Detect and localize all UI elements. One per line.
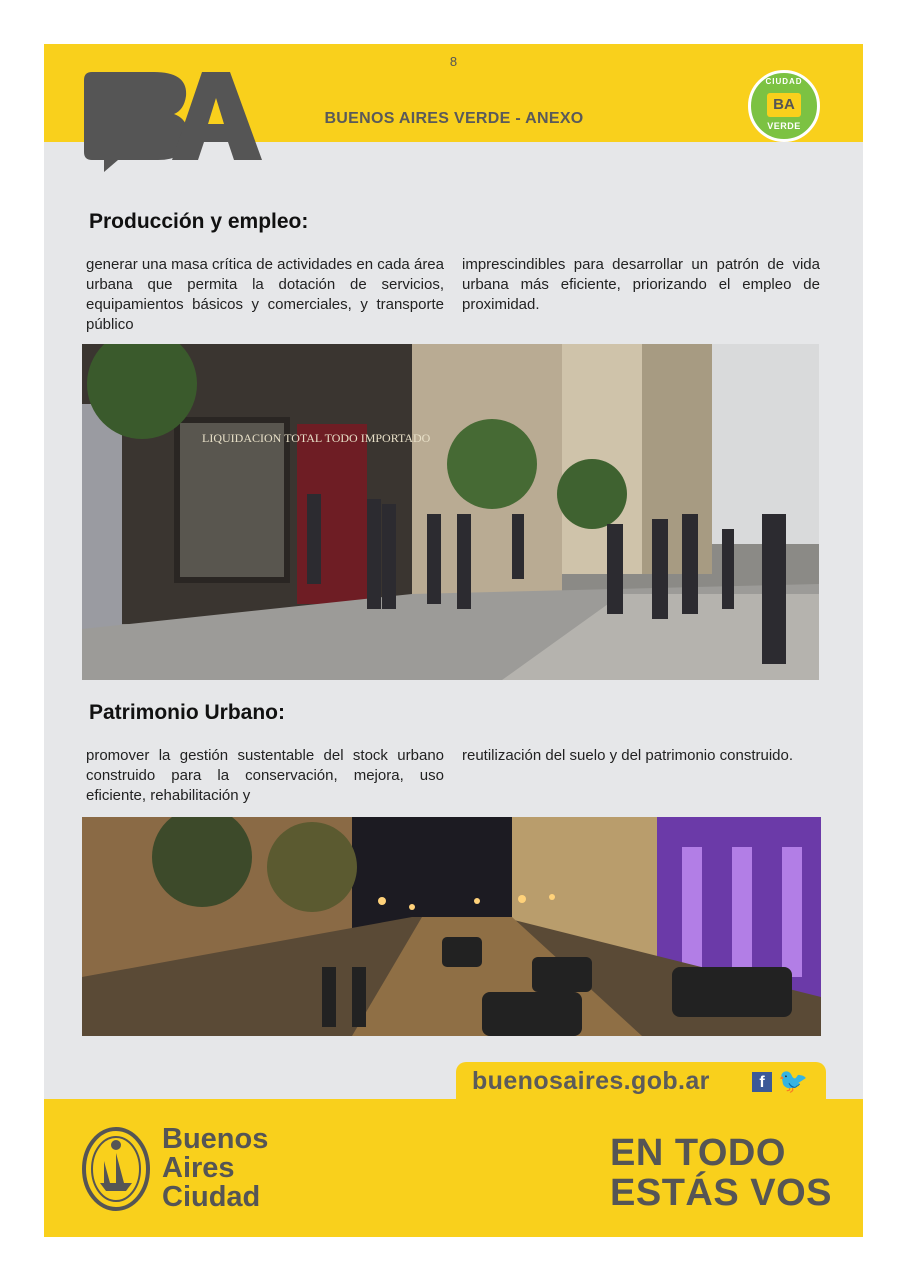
page-number: 8 — [449, 54, 458, 69]
city-name-line-3: Ciudad — [162, 1181, 261, 1213]
website-tab — [456, 1062, 826, 1102]
ciudad-verde-badge — [748, 70, 820, 142]
section-produccion-text-right: imprescindibles para desarrollar un patrón de vida urbana más eficiente, priorizando el empleo de proximidad. — [462, 256, 820, 313]
night-street-photo — [82, 817, 821, 1036]
badge-bottom-text: VERDE — [767, 121, 801, 131]
section-title-produccion: Producción y empleo: — [89, 210, 309, 233]
ba-logo — [84, 68, 264, 176]
twitter-icon[interactable]: 🐦 — [778, 1068, 808, 1095]
badge-logo: BA — [767, 93, 801, 117]
street-commerce-photo — [82, 344, 819, 680]
header-band — [44, 44, 863, 142]
city-name-line-2: Aires — [162, 1152, 235, 1184]
city-seal-icon — [82, 1125, 150, 1211]
section-patrimonio-text-left: promover la gestión sustentable del stock urbano construido para la conservación, mejora, uso eficiente, rehabilitación y — [86, 747, 444, 804]
shop-sign-text: LIQUIDACION TOTAL TODO IMPORTADO — [202, 431, 431, 445]
section-title-patrimonio: Patrimonio Urbano: — [89, 701, 286, 724]
section-patrimonio-text-right: reutilización del suelo y del patrimonio construido. — [462, 747, 794, 764]
badge-top-text: CIUDAD — [765, 77, 803, 86]
website-url[interactable]: buenosaires.gob.ar — [472, 1067, 710, 1095]
header-title: BUENOS AIRES VERDE - ANEXO — [324, 110, 584, 127]
slogan-line-1: EN TODO — [610, 1132, 786, 1174]
slogan-line-2: ESTÁS VOS — [610, 1172, 832, 1214]
footer-band — [44, 1099, 863, 1237]
document-page — [44, 44, 863, 1237]
facebook-icon[interactable]: f — [752, 1072, 772, 1092]
city-name-line-1: Buenos — [162, 1123, 269, 1155]
section-produccion-text-left: generar una masa crítica de actividades en cada área urbana que permita la dotación de servicios, equipamientos básicos y comerciales, y transporte público — [86, 256, 444, 333]
